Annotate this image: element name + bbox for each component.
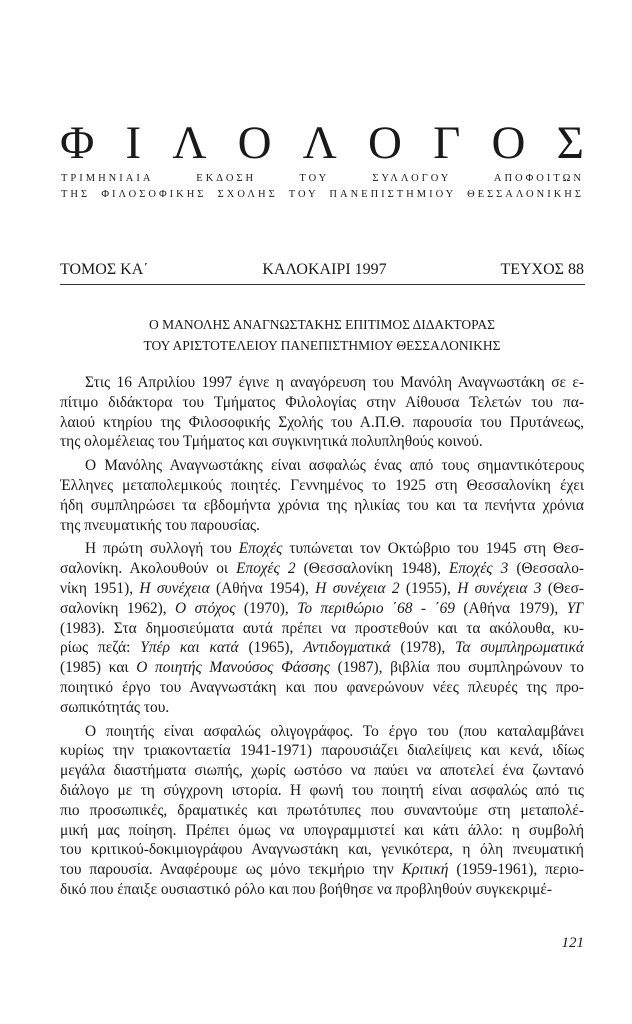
- text-run: διάλογο με τη σύγχρονη ιστορία. Η φωνή του ποιητή είναι ασφαλώς από τις: [60, 781, 584, 799]
- text-run: (Θεσ-: [541, 579, 584, 597]
- italic-title: Ο ποιητής Μανούσος Φάσσης: [136, 659, 330, 677]
- text-line: [60, 456, 584, 476]
- masthead-letter: Ο: [368, 117, 402, 169]
- journal-masthead: [60, 118, 584, 168]
- text-run: (1985) και: [60, 659, 137, 677]
- text-run: (Αθήνα 1954),: [209, 579, 316, 597]
- text-run: ρίως πεζά:: [60, 639, 141, 657]
- text-line: [60, 413, 584, 433]
- text-run: νίκη 1951),: [60, 579, 140, 597]
- italic-title: Η συνέχεια 3: [457, 579, 542, 597]
- text-run: (1978),: [390, 639, 456, 657]
- italic-title: Εποχές 3: [448, 560, 509, 578]
- text-line: [60, 539, 584, 559]
- text-run: (Θεσσαλονίκη 1948),: [295, 560, 449, 578]
- text-run: του κριτικού-δοκιμιογράφου Αναγνωστάκη και, γενικότερα, η όλη πνευματική: [60, 841, 584, 859]
- masthead-subtitle-1: ΤΡΙΜΗΝΙΑΙΑ ΕΚΔΟΣΗ ΤΟΥ ΣΥΛΛΟΓΟΥ ΑΠΟΦΟΙΤΩΝ: [61, 173, 584, 184]
- text-run: δικό που έπαιξε ουσιαστικό ρόλο και που βοήθησε να προβληθούν συγκεκριμέ-: [60, 880, 552, 898]
- italic-title: Τα συμπληρωματικά: [455, 639, 584, 657]
- masthead-letter: Γ: [433, 117, 461, 169]
- text-run: ποιητικό έργο του Αναγνωστάκη και που φανερώνουν νέες πλευρές της προ-: [60, 678, 584, 696]
- paragraph: [60, 373, 584, 452]
- text-line: [60, 761, 584, 781]
- italic-title: Εποχές 2: [236, 560, 296, 578]
- text-line: [60, 432, 584, 452]
- text-run: σαλονίκη. Ακολουθούν οι: [60, 560, 237, 578]
- text-line: [60, 698, 584, 718]
- masthead-subtitle-2: ΤΗΣ ΦΙΛΟΣΟΦΙΚΗΣ ΣΧΟΛΗΣ ΤΟΥ ΠΑΝΕΠΙΣΤΗΜΙΟΥ ΘΕΣΣΑΛΟΝΙΚΗΣ: [61, 189, 584, 200]
- text-run: Η πρώτη συλλογή του: [85, 540, 239, 558]
- text-line: [60, 658, 584, 678]
- text-line: [60, 801, 584, 821]
- text-run: μεγάλα διαστήματα σιωπής, χωρίς ωστόσο να παύει να αποτελεί ένα ζωντανό: [60, 762, 584, 780]
- text-run: τυπώνεται τον Οκτώβριο του 1945 στη Θεσ-: [282, 540, 584, 558]
- italic-title: Αντιδογματικά: [303, 639, 391, 657]
- masthead-letter: Λ: [302, 117, 337, 169]
- italic-title: Η συνέχεια: [139, 579, 210, 597]
- masthead-letter: Ο: [491, 117, 526, 169]
- text-line: [60, 373, 584, 393]
- text-run: του παρουσία. Αναφέρουμε ως μόνο τεκμήριο την: [60, 861, 402, 879]
- text-line: [60, 559, 584, 579]
- season-label: ΚΑΛΟΚΑΙΡΙ 1997: [262, 261, 387, 278]
- text-run: (1970),: [235, 599, 298, 617]
- text-line: [60, 821, 584, 841]
- paragraph: [60, 722, 584, 900]
- text-run: πίτιμο διδάκτορα του Τμήματος Φιλολογίας στην Αίθουσα Τελετών του πα-: [60, 393, 584, 411]
- masthead-letter: Λ: [172, 117, 207, 169]
- text-run: (Θεσσαλο-: [508, 560, 584, 578]
- text-run: Ο ποιητής είναι ασφαλώς ολιγογράφος. Το έργο του (που καταλαμβάνει: [85, 722, 584, 740]
- article-title-line-2: ΤΟΥ ΑΡΙΣΤΟΤΕΛΕΙΟΥ ΠΑΝΕΠΙΣΤΗΜΙΟΥ ΘΕΣΣΑΛΟΝΙΚΗΣ: [143, 338, 501, 353]
- text-run: Ο Μανόλης Αναγνωστάκης είναι ασφαλώς ένας από τους σημαντικότερους: [85, 457, 584, 475]
- italic-title: Υπέρ και κατά: [140, 639, 239, 657]
- text-line: [60, 840, 584, 860]
- text-line: [60, 393, 584, 413]
- text-run: κυρίως την τριακονταετία 1941-1971) παρουσιάζει διαλείψεις και κενά, ιδίως: [60, 742, 584, 760]
- italic-title: Κριτική: [401, 861, 449, 879]
- italic-title: Ο στόχος: [175, 599, 236, 617]
- text-line: [60, 599, 584, 619]
- text-run: (1959-1961), περιο-: [448, 861, 584, 879]
- text-line: [60, 880, 584, 900]
- header-divider: [60, 284, 585, 285]
- italic-title: Το περιθώριο ΄68 - ΄69: [297, 599, 455, 617]
- masthead-letter: Φ: [60, 117, 95, 169]
- text-line: [60, 579, 584, 599]
- masthead-letter: Ο: [237, 117, 272, 169]
- text-line: [60, 619, 584, 639]
- text-run: (1987), βιβλία που συμπληρώνουν το: [329, 659, 584, 677]
- text-line: [60, 678, 584, 698]
- masthead-letter: Σ: [556, 117, 584, 169]
- paragraph: [60, 539, 584, 717]
- text-line: [60, 516, 584, 536]
- text-run: μική μας ποίηση. Πρέπει όμως να υπογραμμιστεί και κάτι άλλο: η συμβολή: [60, 821, 584, 839]
- text-run: πιο προσωπικές, δραματικές και πρωτότυπες που συναντούμε στη μεταπολέ-: [60, 801, 584, 819]
- text-line: [60, 781, 584, 801]
- italic-title: ΥΓ: [566, 599, 584, 617]
- masthead-letter: Ι: [125, 117, 142, 169]
- article-title-line-1: Ο ΜΑΝΟΛΗΣ ΑΝΑΓΝΩΣΤΑΚΗΣ ΕΠΙΤΙΜΟΣ ΔΙΔΑΚΤΟΡΑΣ: [149, 317, 495, 332]
- text-run: σωπικότητάς του.: [60, 698, 170, 716]
- text-line: [60, 860, 584, 880]
- issue-line: [60, 260, 584, 280]
- italic-title: Εποχές: [238, 540, 283, 558]
- italic-title: Η συνέχεια 2: [315, 579, 400, 597]
- page-number: 121: [561, 935, 584, 951]
- issue-number-label: ΤΕΥΧΟΣ 88: [500, 261, 584, 278]
- text-run: (Αθήνα 1979),: [454, 599, 567, 617]
- text-line: [60, 722, 584, 742]
- text-run: Στις 16 Απριλίου 1997 έγινε η αναγόρευση του Μανόλη Αναγνωστάκη σε ε-: [85, 374, 584, 391]
- volume-label: ΤΟΜΟΣ ΚΑ΄: [60, 261, 149, 278]
- text-run: λαιού κτηρίου της Φιλοσοφικής Σχολής του Α.Π.Θ. παρουσία του Πρυτάνεως,: [60, 413, 584, 431]
- text-line: [60, 476, 584, 496]
- text-run: της ολομέλειας του Τμήματος και συγκινητικά πολυπληθούς κοινού.: [60, 433, 483, 451]
- text-run: (1955),: [399, 579, 458, 597]
- text-run: (1965),: [238, 639, 304, 657]
- text-line: [60, 638, 584, 658]
- text-line: [60, 741, 584, 761]
- paragraph: [60, 456, 584, 535]
- article-body: [60, 373, 584, 900]
- text-run: (1983). Στα δημοσιεύματα αυτά πρέπει να προστεθούν και τα ακόλουθα, κυ-: [60, 619, 584, 637]
- text-run: Έλληνες μεταπολεμικούς ποιητές. Γεννημένος το 1925 στη Θεσσαλονίκη έχει: [60, 476, 584, 494]
- text-run: της πνευματικής του παρουσίας.: [60, 516, 260, 534]
- text-run: σαλονίκη 1962),: [60, 599, 176, 617]
- text-run: ήδη συμπληρώσει τα εβδομήντα χρόνια της ηλικίας του και τα πενήντα χρόνια: [60, 496, 584, 514]
- text-line: [60, 496, 584, 516]
